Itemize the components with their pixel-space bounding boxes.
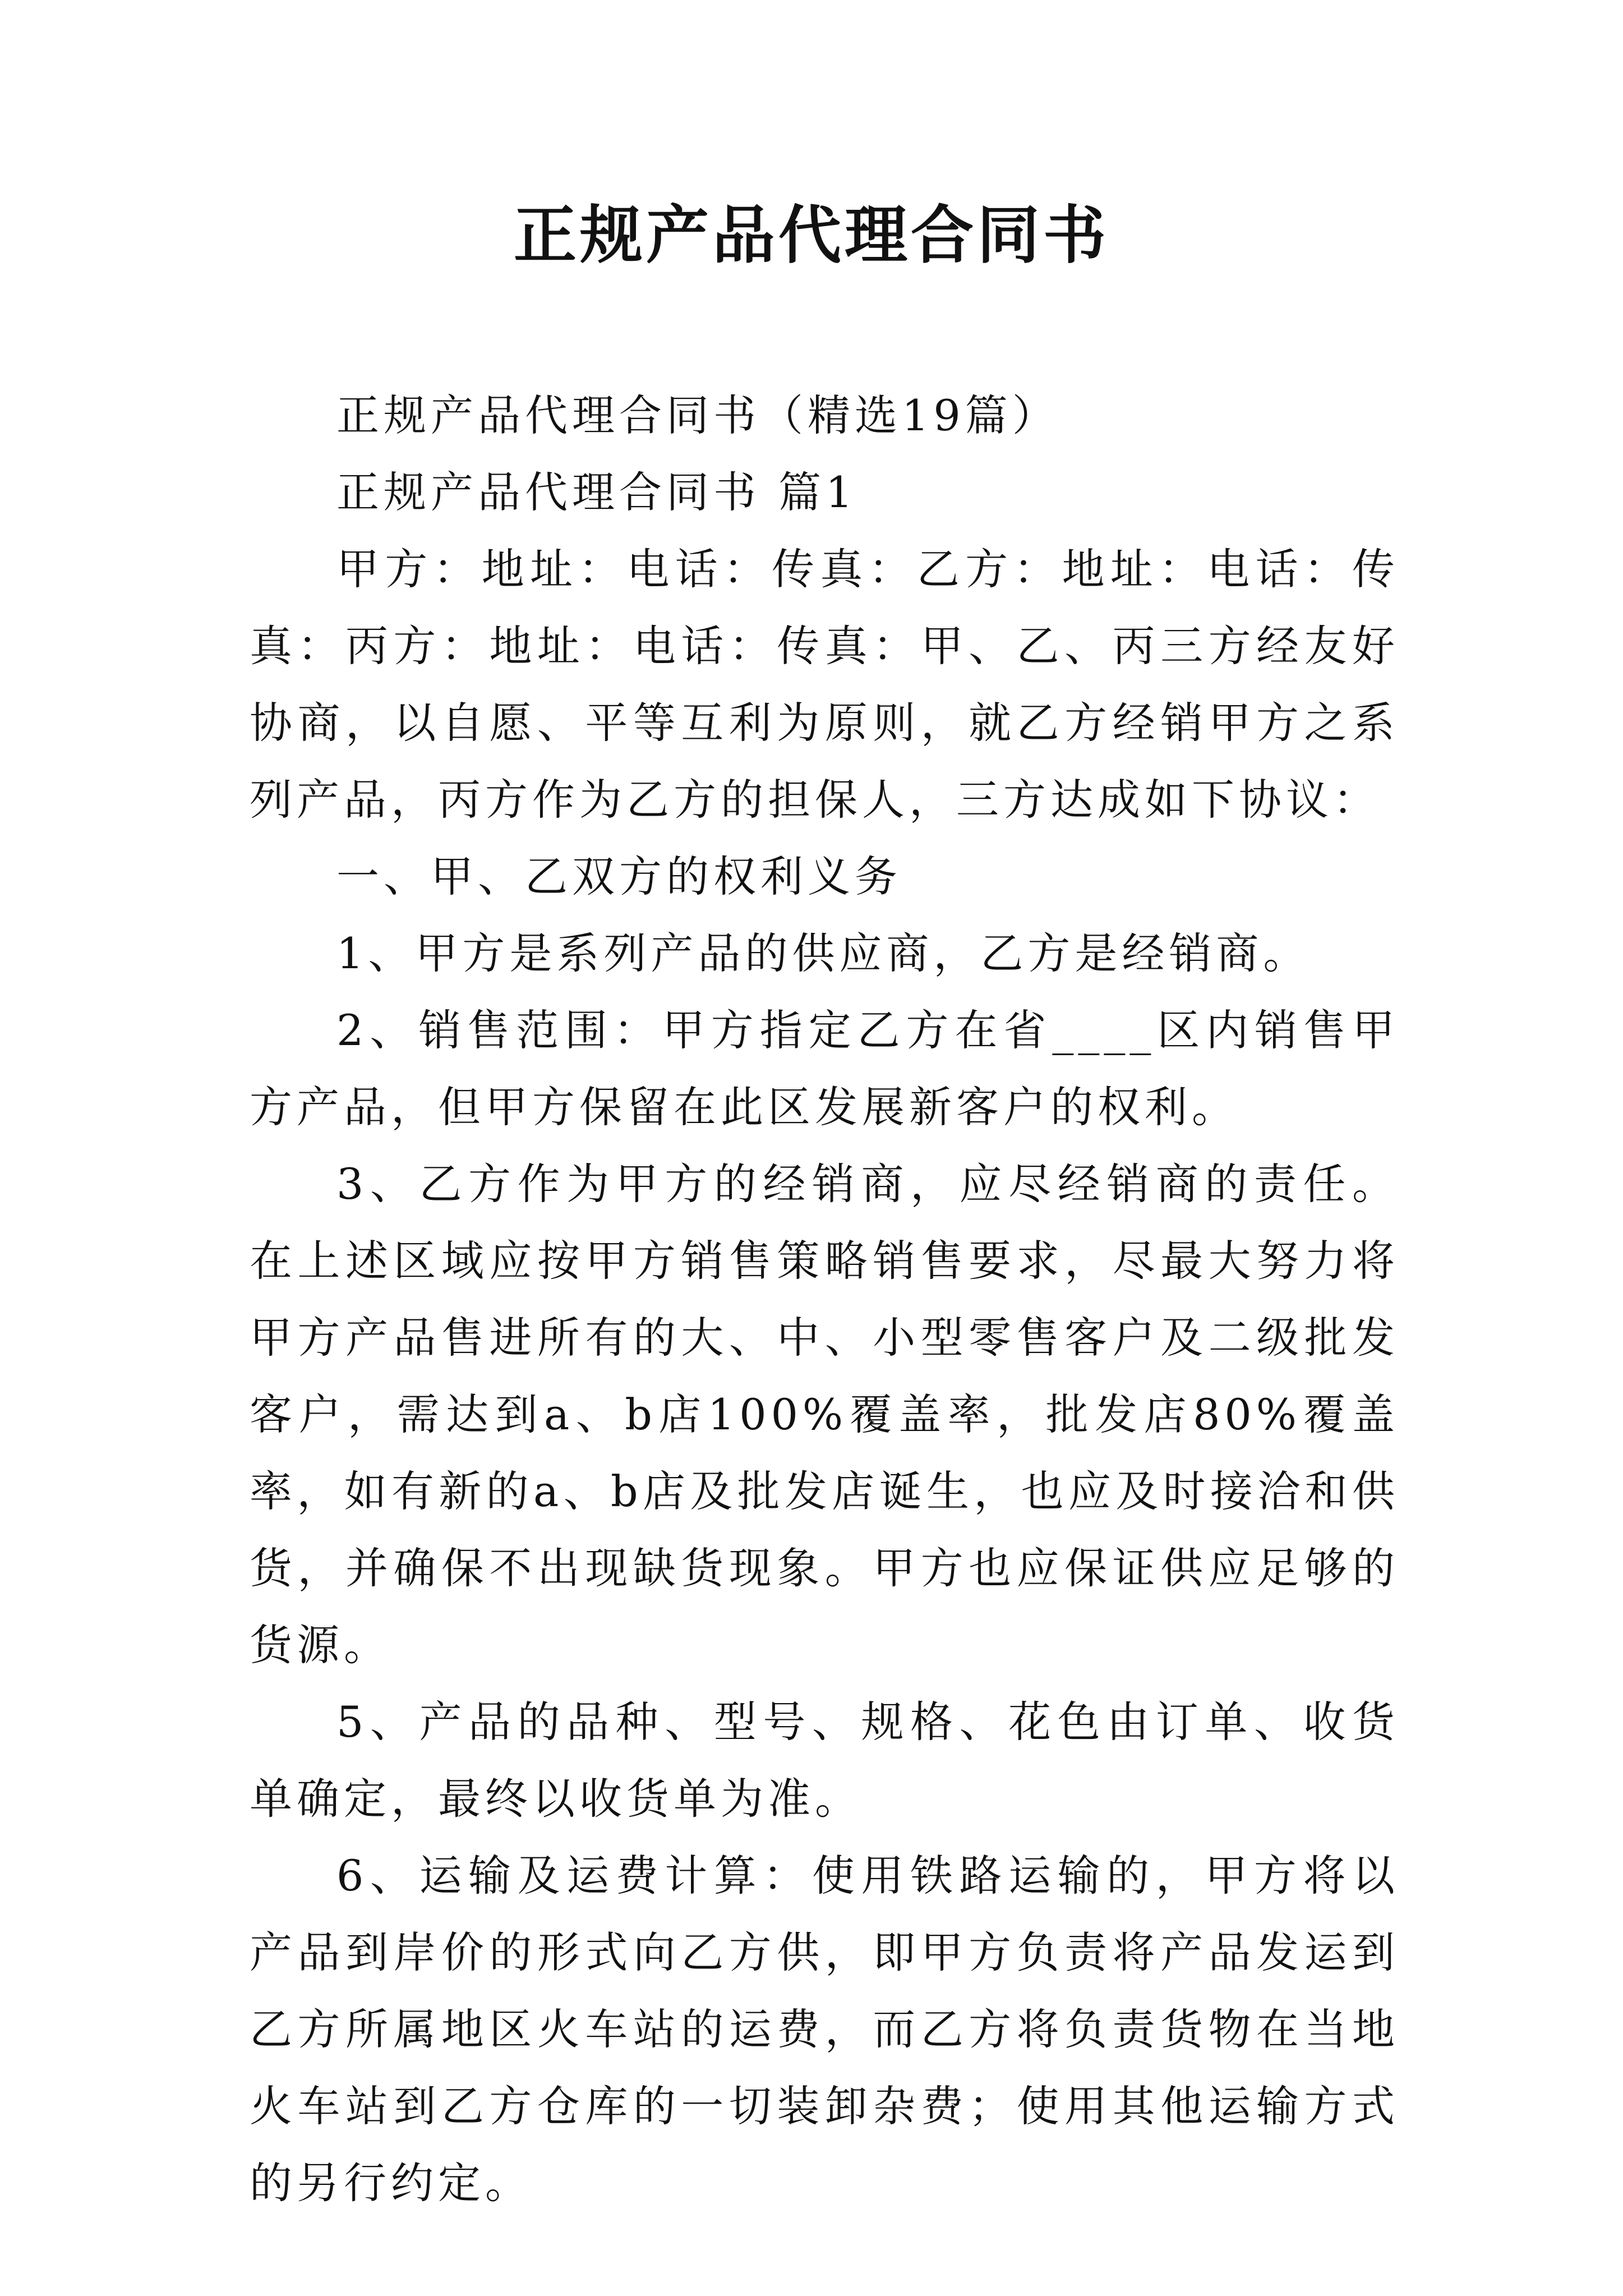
paragraph-clause-3: 3、乙方作为甲方的经销商，应尽经销商的责任。在上述区域应按甲方销售策略销售要求，尽最大努力将甲方产品售进所有的大、中、小型零售客户及二级批发客户，需达到a、b店100%覆盖率，批发店80%覆盖率，如有新的a、b店及批发店诞生，也应及时接洽和供货，并确保不出现缺货现象。甲方也应保证供应足够的货源。 bbox=[250, 1159, 1399, 1670]
document-title: 正规产品代理合同书 bbox=[514, 199, 1109, 272]
paragraph-rights-heading: 一、甲、乙双方的权利义务 bbox=[336, 852, 902, 901]
paragraph-subtitle: 正规产品代理合同书（精选19篇） bbox=[336, 390, 1059, 440]
paragraph-parties: 甲方：地址：电话：传真：乙方：地址：电话：传真：丙方：地址：电话：传真：甲、乙、丙三方经友好协商，以自愿、平等互利为原则，就乙方经销甲方之系列产品，丙方作为乙方的担保人，三方达成如下协议： bbox=[250, 544, 1399, 825]
paragraph-clause-5: 5、产品的品种、型号、规格、花色由订单、收货单确定，最终以收货单为准。 bbox=[250, 1697, 1399, 1824]
paragraph-clause-1: 1、甲方是系列产品的供应商，乙方是经销商。 bbox=[336, 928, 1311, 978]
document-body bbox=[250, 377, 1399, 2221]
paragraph-clause-2: 2、销售范围：甲方指定乙方在省____区内销售甲方产品，但甲方保留在此区发展新客户的权利。 bbox=[250, 1005, 1399, 1132]
paragraph-section-heading: 正规产品代理合同书 篇1 bbox=[336, 467, 857, 517]
paragraph-clause-6: 6、运输及运费计算：使用铁路运输的，甲方将以产品到岸价的形式向乙方供，即甲方负责将产品发运到乙方所属地区火车站的运费，而乙方将负责货物在当地火车站到乙方仓库的一切装卸杂费；使用其他运输方式的另行约定。 bbox=[250, 1851, 1399, 2208]
